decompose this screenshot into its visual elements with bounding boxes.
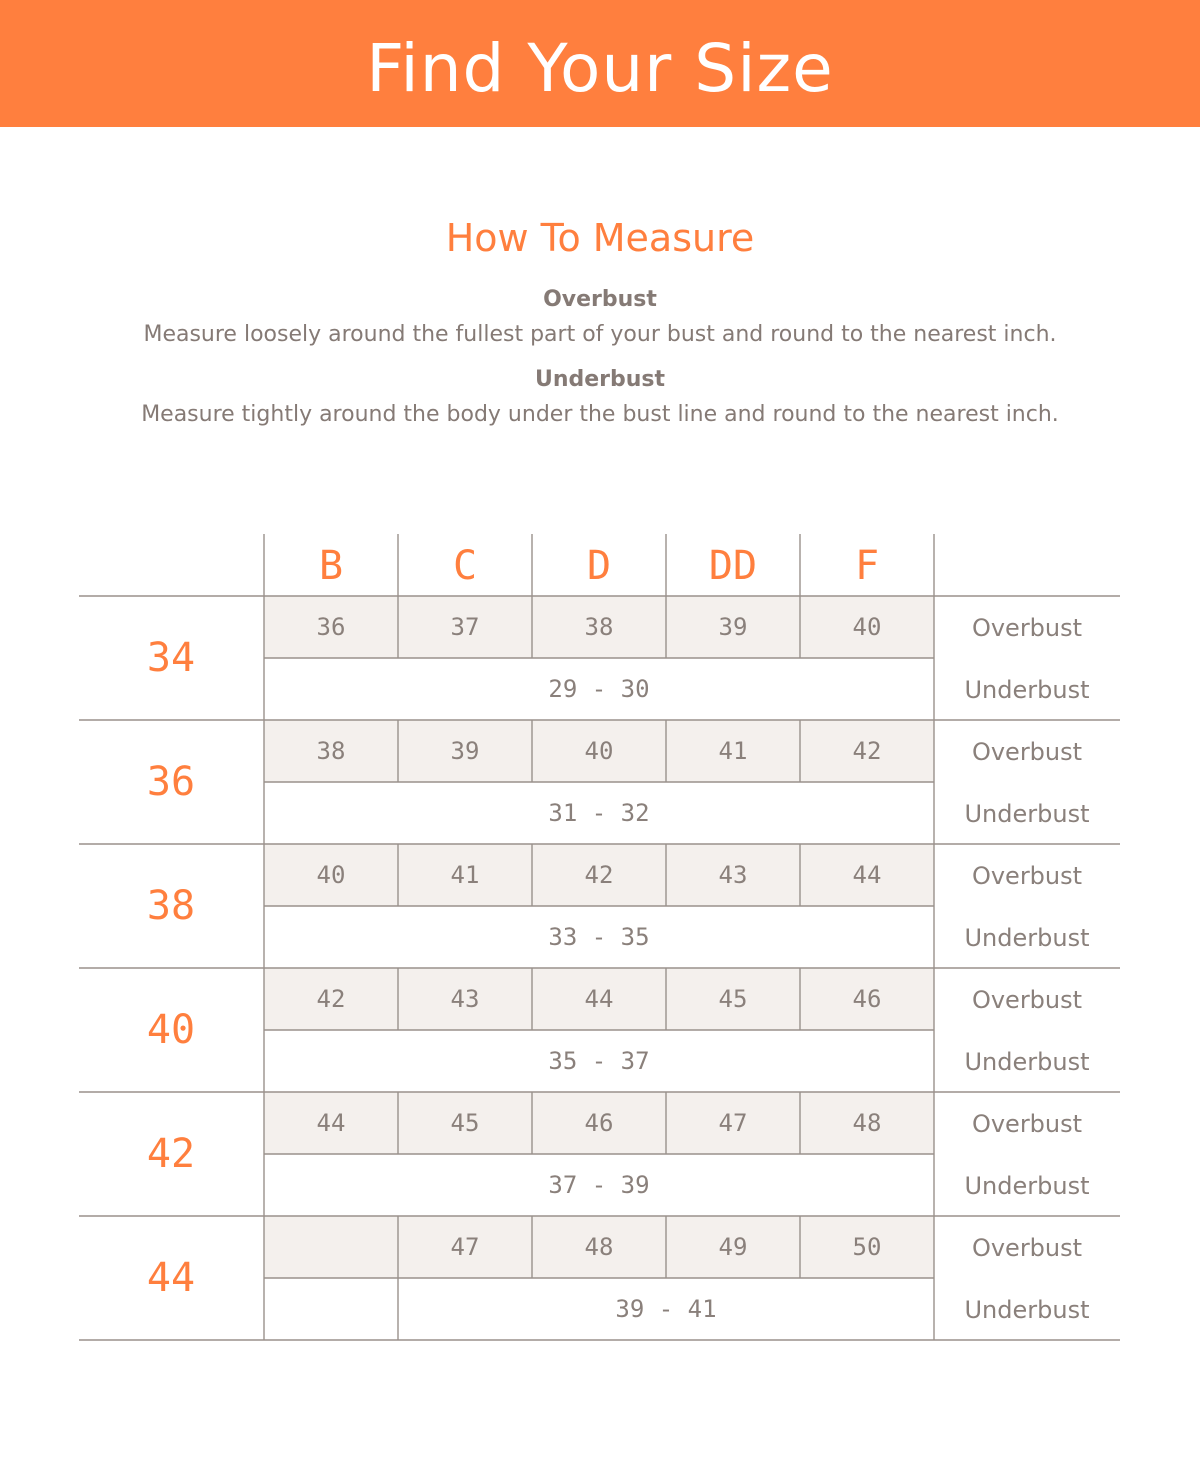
overbust-value: 40 <box>316 861 346 889</box>
overbust-value: 45 <box>450 1109 480 1137</box>
overbust-value: 42 <box>316 985 346 1013</box>
overbust-value: 40 <box>852 613 882 641</box>
overbust-value: 38 <box>316 737 346 765</box>
band-size-label: 36 <box>146 759 196 805</box>
overbust-value: 50 <box>852 1233 882 1261</box>
overbust-value: 46 <box>584 1109 614 1137</box>
overbust-value: 48 <box>852 1109 882 1137</box>
band-size-label: 38 <box>146 883 196 929</box>
page-title: Find Your Size <box>366 30 834 107</box>
cup-header-dd: DD <box>708 543 758 589</box>
underbust-row-label: Underbust <box>964 1296 1090 1324</box>
overbust-value: 43 <box>450 985 480 1013</box>
cup-header-b: B <box>318 543 344 589</box>
overbust-value: 42 <box>584 861 614 889</box>
overbust-value: 45 <box>718 985 748 1013</box>
overbust-value: 40 <box>584 737 614 765</box>
overbust-row-label: Overbust <box>971 862 1083 890</box>
band-size-label: 42 <box>146 1131 196 1177</box>
overbust-value: 41 <box>450 861 480 889</box>
cup-header-c: C <box>452 543 478 589</box>
overbust-value: 44 <box>852 861 882 889</box>
overbust-value: 44 <box>316 1109 346 1137</box>
overbust-value: 44 <box>584 985 614 1013</box>
overbust-value: 43 <box>718 861 748 889</box>
underbust-value: 29 - 30 <box>548 675 650 703</box>
band-size-label: 34 <box>146 635 196 681</box>
underbust-description: Measure tightly around the body under the bust line and round to the nearest inch. <box>141 402 1059 427</box>
overbust-value: 36 <box>316 613 346 641</box>
how-to-measure-title: How To Measure <box>445 216 755 260</box>
underbust-term: Underbust <box>534 367 666 392</box>
cup-header-d: D <box>586 543 612 589</box>
overbust-value: 41 <box>718 737 748 765</box>
overbust-term: Overbust <box>543 287 657 312</box>
underbust-row-label: Underbust <box>964 1172 1090 1200</box>
overbust-value: 49 <box>718 1233 748 1261</box>
underbust-value: 37 - 39 <box>548 1171 650 1199</box>
overbust-value: 47 <box>450 1233 480 1261</box>
overbust-row-label: Overbust <box>971 738 1083 766</box>
overbust-value: 39 <box>718 613 748 641</box>
underbust-value: 39 - 41 <box>615 1295 717 1323</box>
overbust-value: 38 <box>584 613 614 641</box>
underbust-value: 31 - 32 <box>548 799 650 827</box>
underbust-row-label: Underbust <box>964 676 1090 704</box>
overbust-value: 47 <box>718 1109 748 1137</box>
band-size-label: 44 <box>146 1255 196 1301</box>
underbust-row-label: Underbust <box>964 924 1090 952</box>
overbust-value: 39 <box>450 737 480 765</box>
overbust-row-label: Overbust <box>971 614 1083 642</box>
overbust-description: Measure loosely around the fullest part of your bust and round to the nearest inch. <box>143 322 1057 347</box>
band-size-label: 40 <box>146 1007 196 1053</box>
underbust-value: 33 - 35 <box>548 923 650 951</box>
overbust-value: 42 <box>852 737 882 765</box>
overbust-row-label: Overbust <box>971 986 1083 1014</box>
overbust-row-label: Overbust <box>971 1234 1083 1262</box>
overbust-value: 48 <box>584 1233 614 1261</box>
overbust-value: 37 <box>450 613 480 641</box>
cup-header-f: F <box>854 543 880 589</box>
underbust-row-label: Underbust <box>964 1048 1090 1076</box>
underbust-value: 35 - 37 <box>548 1047 650 1075</box>
overbust-row-label: Overbust <box>971 1110 1083 1138</box>
overbust-value: 46 <box>852 985 882 1013</box>
underbust-row-label: Underbust <box>964 800 1090 828</box>
overbust-cell-bg <box>264 1216 398 1278</box>
